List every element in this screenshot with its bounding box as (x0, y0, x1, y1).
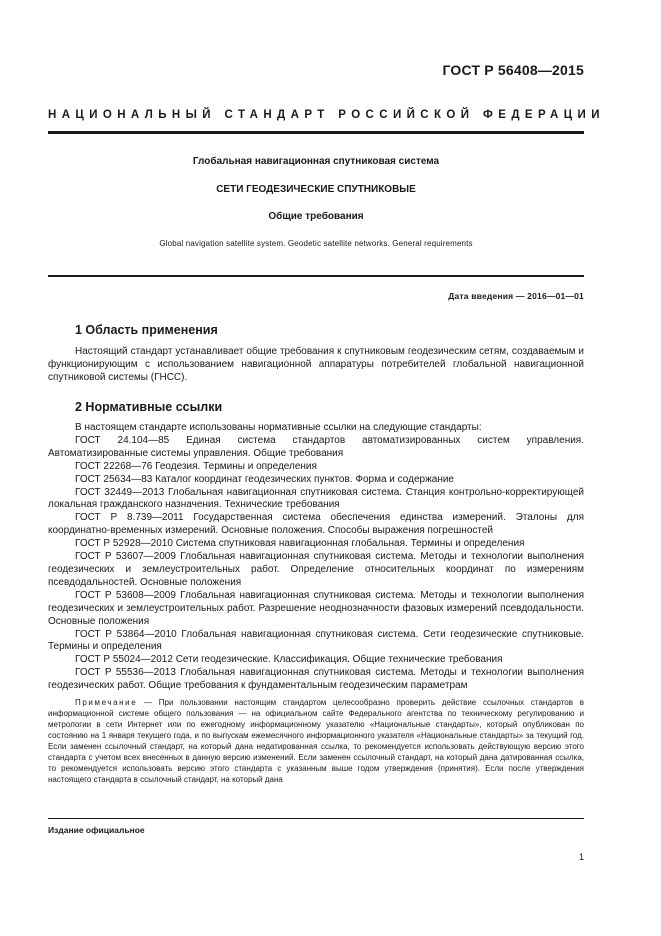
national-standard-banner: НАЦИОНАЛЬНЫЙ СТАНДАРТ РОССИЙСКОЙ ФЕДЕРАЦИИ (48, 109, 605, 121)
section-2-heading: 2 Нормативные ссылки (75, 400, 223, 414)
standard-code: ГОСТ Р 56408—2015 (442, 62, 584, 78)
introduction-date: Дата введения — 2016—01—01 (448, 291, 584, 301)
title-line-1: Глобальная навигационная спутниковая система (192, 156, 440, 167)
references-list (48, 422, 584, 693)
title-english: Global navigation satellite system. Geodetic satellite networks. General requirements (159, 239, 473, 248)
references-intro: В настоящем стандарте использованы нормативные ссылки на следующие стандарты: (75, 422, 482, 433)
reference-item: ГОСТ Р 52928—2010 Система спутниковая навигационная глобальная. Термины и определения (75, 538, 525, 550)
middle-divider (48, 275, 584, 277)
section-1-heading: 1 Область применения (75, 323, 218, 337)
reference-item: ГОСТ Р 53864—2010 Глобальная навигационная спутниковая система. Сети геодезические спутниковые. Термины и определения (48, 628, 584, 653)
reference-item: ГОСТ 22268—76 Геодезия. Термины и определения (75, 460, 317, 472)
title-line-3: Общие требования (268, 211, 364, 222)
section-1-paragraph: Настоящий стандарт устанавливает общие требования к спутниковым геодезическим сетям, создаваемым и функционирующим с использованием навигационной аппаратуры потребителей глобальной навигационной спутниковой системы (ГНСС). (48, 346, 584, 383)
reference-item: ГОСТ Р 53607—2009 Глобальная навигационная спутниковая система. Методы и технологии выполнения геодезических и землеустроительных работ. Определение относительных координат по измерениям псевдодальностей. Основные положения (48, 551, 584, 588)
top-divider (48, 131, 584, 134)
section-1-body (48, 346, 584, 385)
note-block (48, 697, 584, 785)
note-paragraph (48, 697, 584, 785)
note-label: Примечание (75, 698, 138, 707)
reference-item: ГОСТ Р 53608—2009 Глобальная навигационная спутниковая система. Методы и технологии выполнения геодезических и землеустроительных работ. Разрешение неоднозначности фазовых измерений псевдодальности. Основные положения (48, 589, 584, 627)
page-number: 1 (578, 852, 584, 862)
title-line-2: СЕТИ ГЕОДЕЗИЧЕСКИЕ СПУТНИКОВЫЕ (216, 184, 416, 195)
reference-item: ГОСТ Р 55536—2013 Глобальная навигационная спутниковая система. Методы и технологии выполнения геодезических работ. Общие требования к фундаментальным геодезическим параметрам (48, 667, 584, 692)
note-text: — При пользовании настоящим стандартом целесообразно проверить действие ссылочных стандартов в информационной системе общего пользования — на официальном сайте Федерального агентства по техническому регулированию и метрологии в сети Интернет или по ежегодному информационному указателю «Национальные стандарты», который опубликован по состоянию на 1 января текущего года, и по выпускам ежемесячного информационного указателя «Национальные стандарты» за текущий год. Если заменен ссылочный стандарт, на который дана недатированная ссылка, то рекомендуется использовать действующую версию этого стандарта с учетом всех внесенных в данную версию изменений. Если заменен ссылочный стандарт, на который дана датированная ссылка, то рекомендуется использовать версию этого стандарта с указанным выше годом утверждения (принятия). Если после утверждения настоящего стандарта в ссылочный стандарт, на который дана (48, 698, 584, 784)
reference-item: ГОСТ Р 8.739—2011 Государственная система обеспечения единства измерений. Эталоны для координатно-временных измерений. Основные положения. Способы выражения погрешностей (48, 512, 584, 537)
official-edition-label: Издание официальное (48, 825, 145, 835)
footer-divider (48, 818, 584, 819)
reference-item: ГОСТ 25634—83 Каталог координат геодезических пунктов. Форма и содержание (75, 473, 454, 485)
reference-item: ГОСТ 24.104—85 Единая система стандартов автоматизированных систем управления. Автоматизированные системы управления. Общие требования (48, 434, 584, 459)
reference-item: ГОСТ 32449—2013 Глобальная навигационная спутниковая система. Станция контрольно-корректирующей локальная гражданского назначения. Технические требования (48, 486, 584, 511)
reference-item: ГОСТ Р 55024—2012 Сети геодезические. Классификация. Общие технические требования (75, 654, 503, 666)
